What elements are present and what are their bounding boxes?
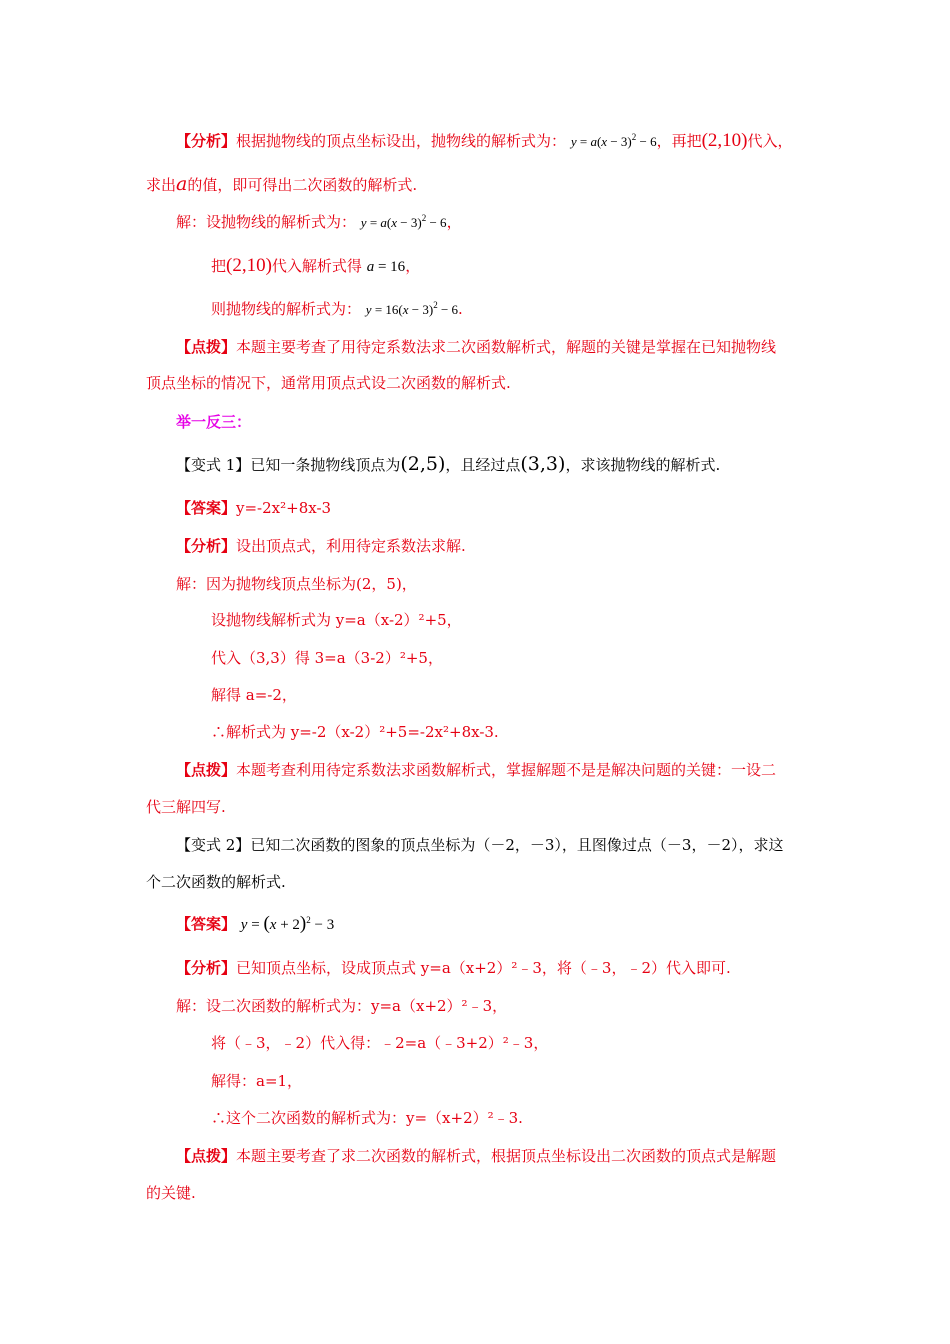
analysis-text: 已知顶点坐标，设成顶点式 y=a（x+2）²﹣3，将（﹣3，﹣2）代入即可. [236,959,731,977]
variant1-solution-line5: ∴解析式为 y=-2（x-2）²+5=-2x²+8x-3. [211,723,499,741]
variant2-tip-line2: 的关键. [146,1184,196,1202]
analysis-text: 求出 [146,176,177,194]
solution-formula: a = 16 [366,259,406,275]
variant2-analysis [176,958,731,978]
tip-tag: 【点拨】 [176,1147,237,1165]
ex1-solution-line1 [176,212,462,233]
solution-text: 代入解析式得 [271,257,362,275]
point-coordinates: (2,10) [226,255,272,276]
question-text: 已知一条抛物线顶点为 [250,456,401,474]
variant1-solution-line2: 设抛物线解析式为 y=a（x-2）²+5， [211,611,462,629]
ex1-solution-line3 [211,299,463,320]
tip-text: 本题主要考查了用待定系数法求二次函数解析式，解题的关键是掌握在已知抛物线 [236,338,777,356]
variant2-question-line1 [176,835,784,855]
ex1-tip-line2 [146,373,511,393]
analysis-tag: 【分析】 [176,132,237,150]
section-title: 举一反三： [176,413,252,431]
variant2-solution-line1: 解：设二次函数的解析式为：y=a（x+2）²﹣3， [176,997,508,1015]
analysis-text: 设出顶点式，利用待定系数法求解. [236,537,466,555]
answer-text: y=-2x²+8x-3 [236,499,332,517]
solution-text: ， [405,257,421,275]
question-text: 已知二次函数的图象的顶点坐标为（－2，－3），且图像过点（－3，－2），求这 [250,836,784,854]
solution-text: 则抛物线的解析式为： [211,300,362,318]
variant1-solution-line4: 解得 a=-2， [211,686,297,704]
variable-a: a [176,173,188,195]
variant-tag: 【变式 1】 [176,456,251,474]
variant-tag: 【变式 2】 [176,836,251,854]
variant1-tip-line1 [176,760,776,780]
variant1-solution-line1: 解：因为抛物线顶点坐标为(2，5)， [176,575,417,593]
solution-text: ， [446,213,462,231]
answer-tag: 【答案】 [176,499,237,517]
analysis-text: ，再把 [656,132,702,150]
analysis-text: 代入， [747,132,793,150]
tip-tag: 【点拨】 [176,338,237,356]
tip-text: 顶点坐标的情况下，通常用顶点式设二次函数的解析式. [146,374,511,392]
variant2-tip-line1 [176,1146,776,1166]
ex1-analysis-line1 [176,131,793,152]
question-text: ，求该抛物线的解析式. [565,456,721,474]
point-coordinates: (2,10) [701,130,748,151]
variant2-solution-line2: 将（﹣3，﹣2）代入得：﹣2=a（﹣3+2）²﹣3， [211,1034,549,1052]
point-coordinates: (2,5) [400,453,446,475]
variant2-solution-line4: ∴这个二次函数的解析式为：y=（x+2）²﹣3. [211,1109,523,1127]
tip-text: 本题考查利用待定系数法求函数解析式，掌握解题不是是解决问题的关键：一设二 [236,761,777,779]
ex1-tip-line1 [176,337,776,357]
variant1-question [176,454,720,475]
ex1-solution-line2 [211,256,420,277]
variant1-tip-line2: 代三解四写. [146,798,226,816]
analysis-text: 的值，即可得出二次函数的解析式. [187,176,418,194]
variant1-solution-line3: 代入（3,3）得 3=a（3-2）²+5， [211,649,443,667]
variant1-answer [176,498,331,518]
tip-tag: 【点拨】 [176,761,237,779]
solution-text: . [458,300,463,318]
variant2-solution-line3: 解得：a=1， [211,1072,303,1090]
variant2-question-line2: 个二次函数的解析式. [146,873,286,891]
variant1-analysis [176,536,466,556]
ex1-analysis-line2 [146,174,417,195]
solution-text: 把 [211,257,227,275]
variant2-answer [176,914,334,935]
solution-formula: $y = a(x - 3)^2 - 6$ [360,213,447,230]
solution-formula: $y = 16(x - 3)^2 - 6$ [365,300,459,317]
analysis-text: 根据抛物线的顶点坐标设出，抛物线的解析式为： [236,132,567,150]
analysis-tag: 【分析】 [176,959,237,977]
solution-text: 解：设抛物线的解析式为： [176,213,357,231]
answer-tag: 【答案】 [176,915,237,933]
question-text: ，且经过点 [445,456,521,474]
point-coordinates: (3,3) [520,453,566,475]
analysis-tag: 【分析】 [176,537,237,555]
tip-text: 本题主要考查了求二次函数的解析式，根据顶点坐标设出二次函数的顶点式是解题 [236,1147,777,1165]
vertex-formula: $y = a(x - 3)^2 - 6$ [570,132,657,149]
answer-formula: $y = (x + 2)^2 - 3$ [240,913,335,934]
